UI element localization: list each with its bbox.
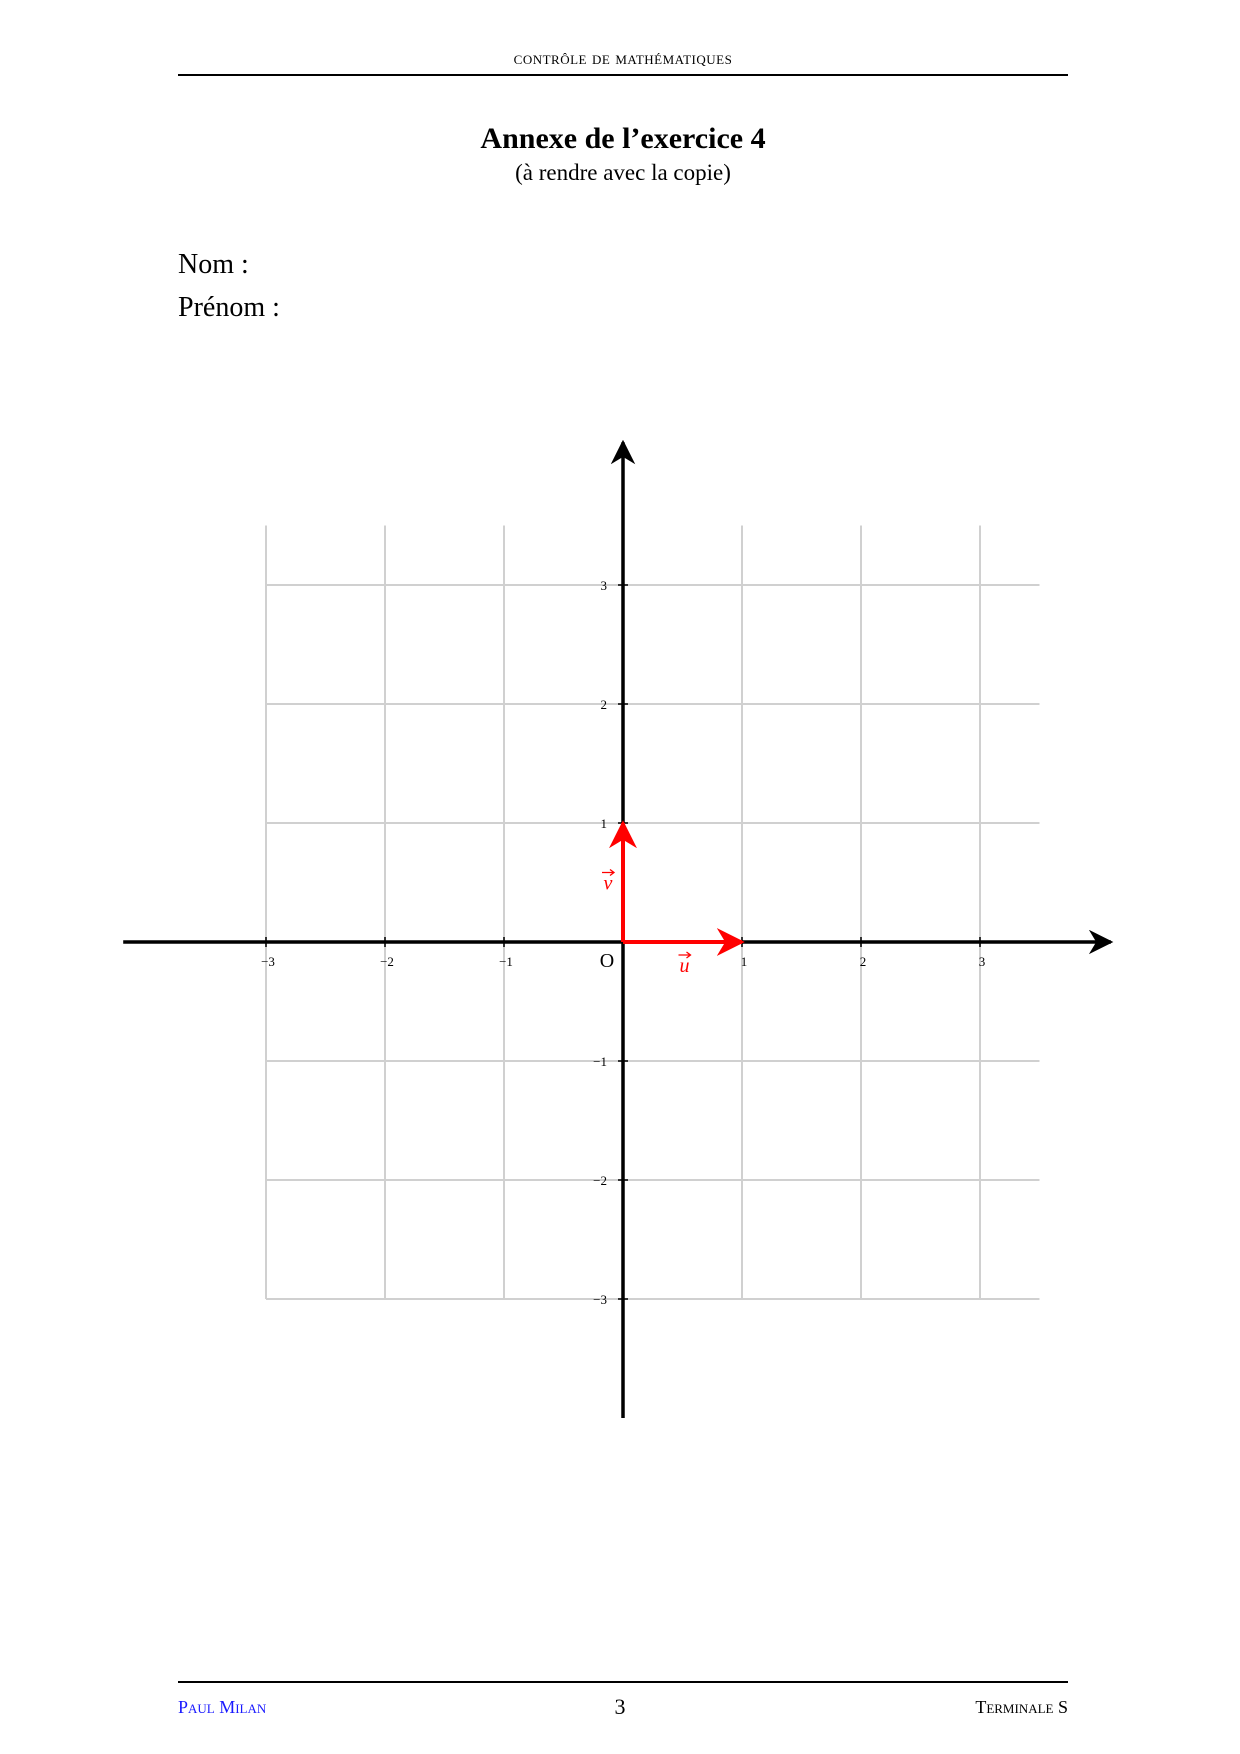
grid xyxy=(266,526,1040,1300)
x-tick-label: −2 xyxy=(380,954,394,969)
y-tick-label: 3 xyxy=(600,578,607,593)
footer-author: Paul Milan xyxy=(178,1697,267,1717)
origin-label: O xyxy=(599,950,615,972)
vector-label-u: u xyxy=(679,955,690,977)
header-title: contrôle de mathématiques xyxy=(513,48,733,68)
y-tick-label: −3 xyxy=(593,1292,607,1307)
axes xyxy=(123,442,1111,1418)
x-tick-label: −1 xyxy=(499,954,513,969)
nom-label: Nom : xyxy=(178,249,249,280)
footer-rule xyxy=(178,1681,1068,1683)
annex-subtitle: (à rendre avec la copie) xyxy=(515,160,731,185)
x-tick-label: −3 xyxy=(261,954,275,969)
y-tick-label: 2 xyxy=(600,697,607,712)
y-tick-label: 1 xyxy=(600,816,607,831)
footer-class: Terminale S xyxy=(975,1697,1068,1717)
prenom-label: Prénom : xyxy=(178,292,280,323)
x-tick-label: 2 xyxy=(859,954,867,969)
annex-title: Annexe de l’exercice 4 xyxy=(480,122,766,155)
x-tick-label: 3 xyxy=(978,954,986,969)
y-tick-label: −1 xyxy=(593,1054,607,1069)
vector-label-v: v xyxy=(603,872,613,895)
page-number: 3 xyxy=(614,1694,626,1719)
y-tick-label: −2 xyxy=(593,1173,607,1188)
x-tick-label: 1 xyxy=(740,954,748,969)
